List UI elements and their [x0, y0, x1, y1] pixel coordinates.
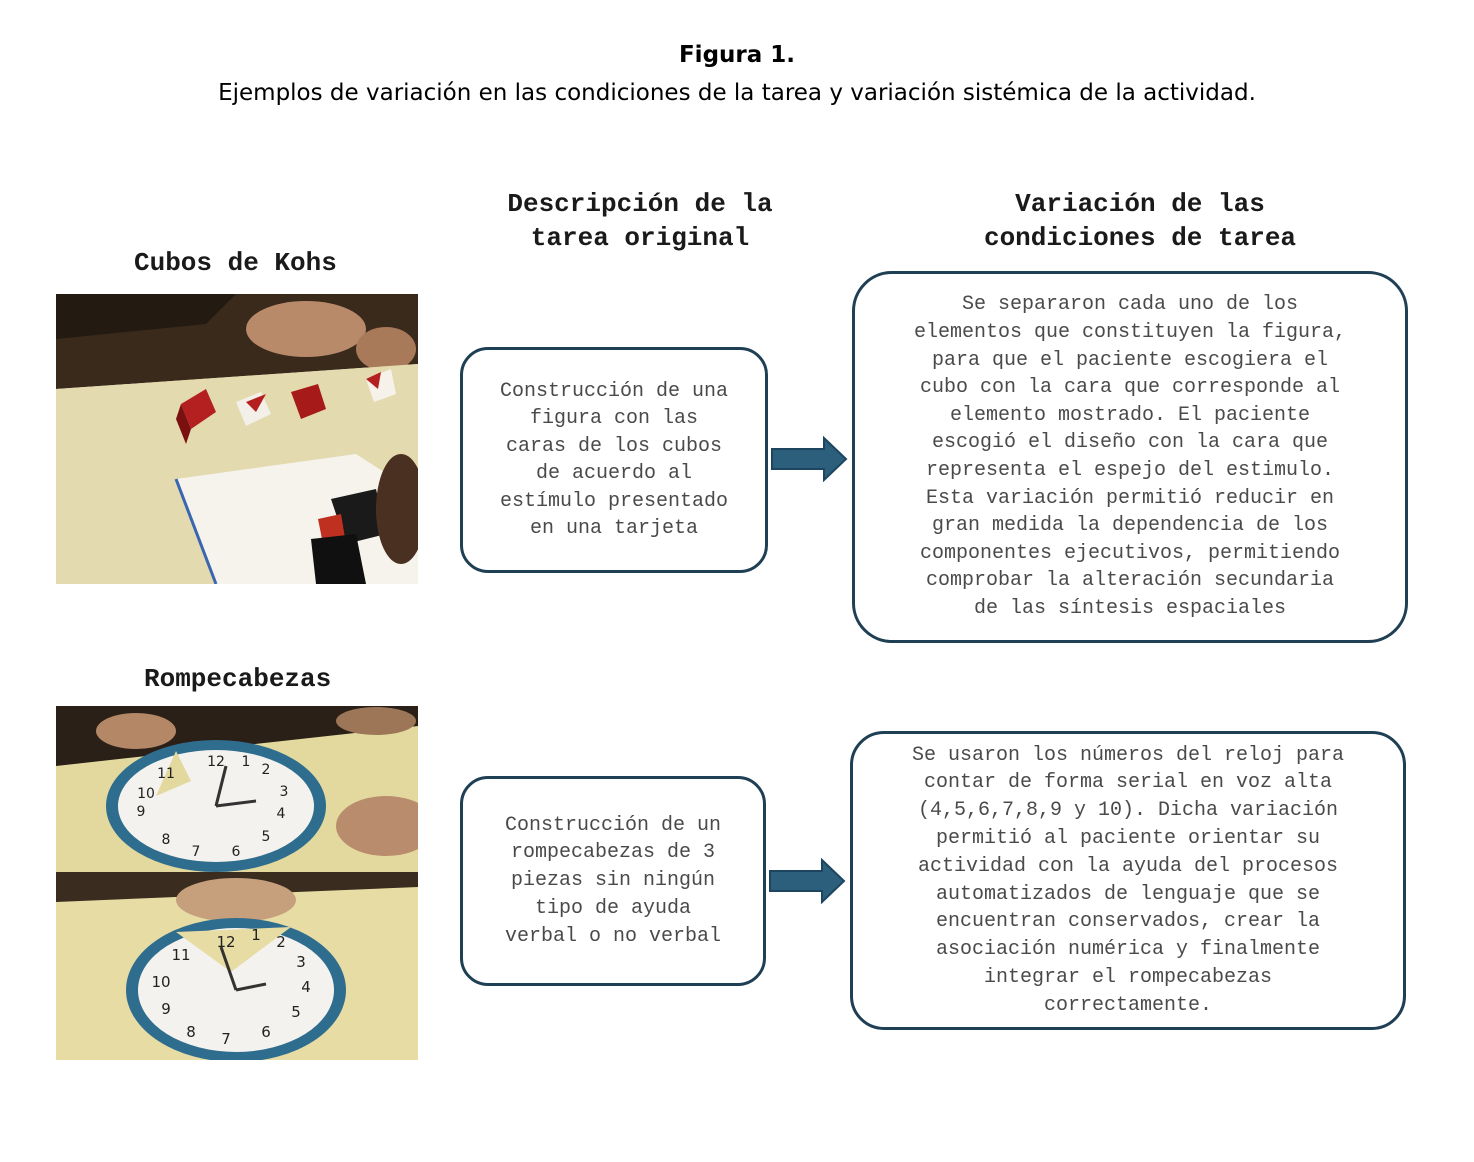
arrow-right-shape: [772, 438, 846, 480]
clock-top-number: 5: [261, 829, 271, 845]
clock-bottom-number: 10: [151, 973, 171, 991]
header-description: Descripción de la tarea original: [507, 189, 773, 253]
clock-top-number: 6: [231, 844, 241, 860]
row-label-rompecabezas: Rompecabezas: [144, 664, 332, 694]
clock-top-number: 11: [157, 766, 175, 782]
clock-top-number: 8: [161, 832, 171, 848]
clock-bottom-number: 12: [216, 933, 236, 951]
clock-top-number: 2: [261, 762, 271, 778]
header-variation: Variación de las condiciones de tarea: [983, 189, 1297, 253]
clock-bottom-number: 11: [171, 946, 191, 964]
clock-bottom-number: 6: [261, 1023, 271, 1041]
clock-bottom-number: 9: [161, 1000, 171, 1018]
rompecabezas-variation-box: Se usaron los números del reloj para contar de forma serial en voz alta (4,5,6,7,8,9 y 10). Dicha variación permitió al paciente orientar su actividad con la ayuda del procesos automatizados de lenguaje que se encuentran conservados, crear la asociación numérica y finalmente integrar el rompecabezas correctamente.: [850, 731, 1406, 1030]
clock-bottom-number: 2: [276, 933, 286, 951]
clock-puzzle-photo-top: [56, 706, 418, 872]
clock-bottom-number: 7: [221, 1030, 231, 1048]
row-label-kohs: Cubos de Kohs: [134, 248, 337, 278]
rompecabezas-description-box: Construcción de un rompecabezas de 3 piezas sin ningún tipo de ayuda verbal o no verbal: [460, 776, 766, 986]
arrow-right-shape: [770, 860, 844, 902]
figure-title: Figura 1.: [678, 42, 796, 68]
clock-puzzle-photo-bottom: [56, 872, 418, 1060]
kohs-variation-box: Se separaron cada uno de los elementos que constituyen la figura, para que el paciente escogiera el cubo con la cara que corresponde al elemento mostrado. El paciente escogió el diseño con la cara que representa el espejo del estimulo. Esta variación permitió reducir en gran medida la dependencia de los componentes ejecutivos, permitiendo comprobar la alteración secundaria de las síntesis espaciales: [852, 271, 1408, 643]
clock-top-number: 1: [241, 754, 251, 770]
clock-top-number: 9: [136, 804, 146, 820]
clock-top-number: 3: [279, 784, 289, 800]
arrow-right-icon: [770, 436, 850, 482]
clock-bottom-number: 5: [291, 1003, 301, 1021]
clock-bottom-number: 4: [301, 978, 311, 996]
clock-bottom-number: 8: [186, 1023, 196, 1041]
clock-top-number: 10: [137, 786, 155, 802]
kohs-cubes-photo: [56, 294, 418, 584]
clock-top-number: 7: [191, 844, 201, 860]
kohs-cubes-illustration: [56, 294, 418, 584]
figure-subtitle: Ejemplos de variación en las condiciones de la tarea y variación sistémica de la actividad.: [218, 80, 1256, 106]
clock-top-number: 12: [207, 754, 225, 770]
arrow-right-icon: [768, 858, 848, 904]
clock-bottom-number: 1: [251, 926, 261, 944]
clock-top-number: 4: [276, 806, 286, 822]
clock-bottom-number: 3: [296, 953, 306, 971]
kohs-description-box: Construcción de una figura con las caras de los cubos de acuerdo al estímulo presentado en una tarjeta: [460, 347, 768, 573]
